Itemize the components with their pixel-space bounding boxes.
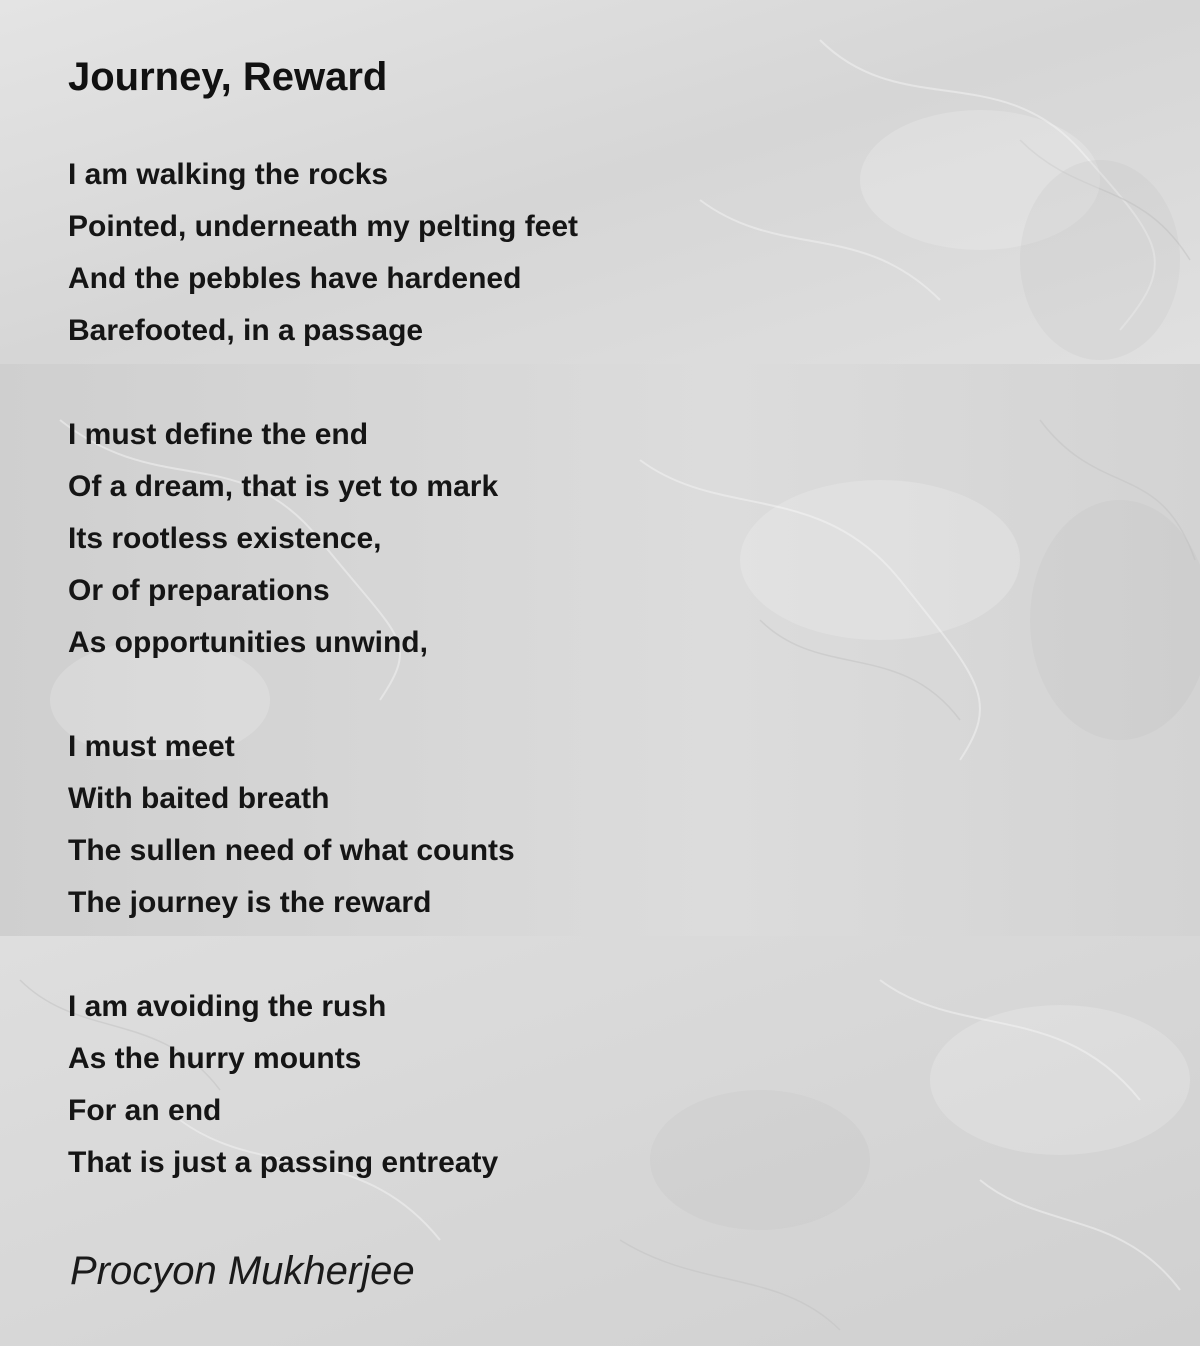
poem-line: With baited breath [68, 782, 330, 815]
poem-line: I must define the end [68, 418, 369, 451]
poem-line: I am avoiding the rush [68, 990, 387, 1023]
poem-line: Its rootless existence, [68, 522, 382, 555]
poem-line: Pointed, underneath my pelting feet [68, 210, 579, 243]
author-name: Procyon Mukherjee [70, 1249, 415, 1293]
poem-line: I am walking the rocks [68, 158, 389, 191]
stanza-2 [68, 409, 498, 669]
poem-line: As the hurry mounts [68, 1042, 362, 1075]
stanza-4 [68, 981, 498, 1189]
poem-line: For an end [68, 1094, 222, 1127]
poem-line: Or of preparations [68, 574, 330, 607]
poem-line: Of a dream, that is yet to mark [68, 470, 499, 503]
poem-title: Journey, Reward [68, 55, 388, 99]
poem-line: As opportunities unwind, [68, 626, 428, 659]
poem-line: Barefooted, in a passage [68, 314, 424, 347]
poem-line: And the pebbles have hardened [68, 262, 522, 295]
poem-line: The journey is the reward [68, 886, 432, 919]
poem-line: I must meet [68, 730, 235, 763]
stanza-1 [68, 149, 578, 357]
poem-line: That is just a passing entreaty [68, 1146, 499, 1179]
stanza-3 [68, 721, 515, 929]
poem-line: The sullen need of what counts [68, 834, 515, 867]
